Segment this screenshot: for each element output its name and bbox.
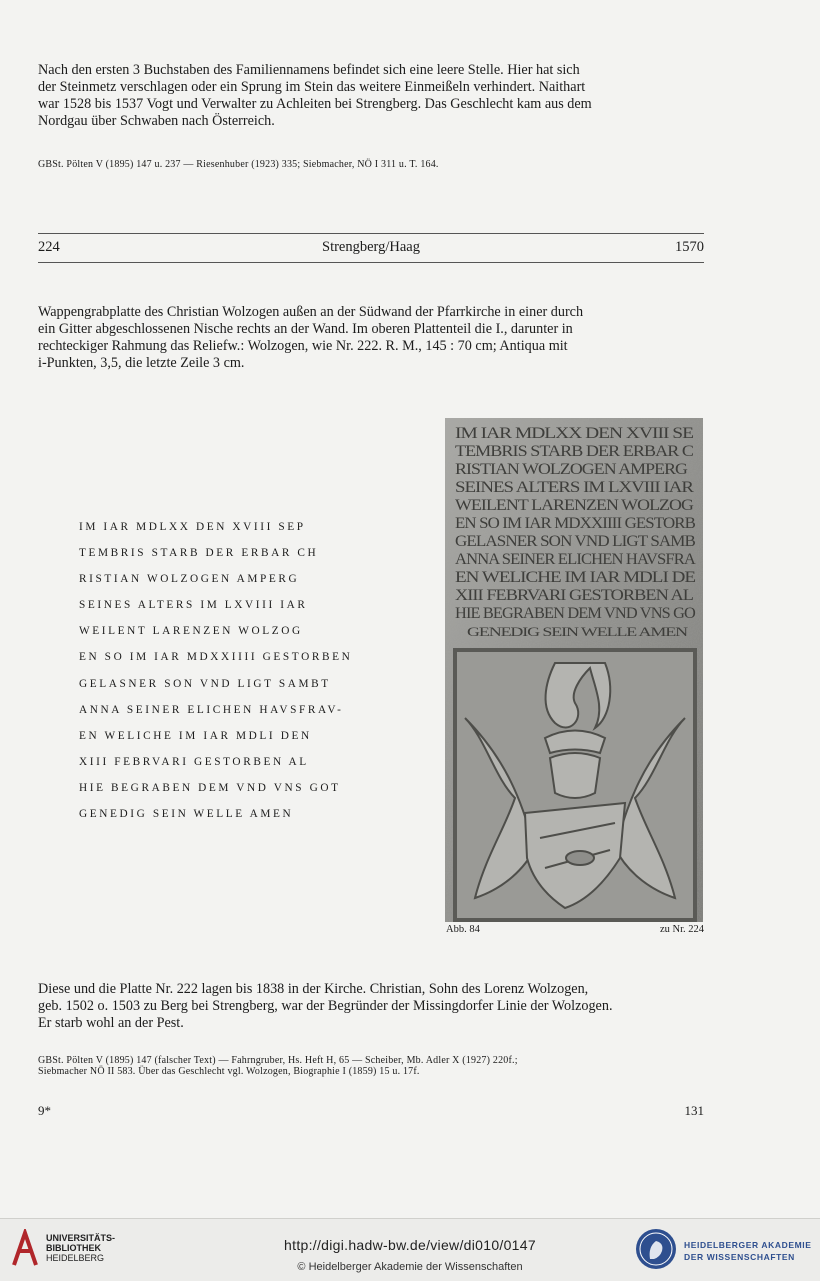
inscription-line: WEILENT LARENZEN WOLZOG bbox=[79, 625, 303, 638]
figure-reference: zu Nr. 224 bbox=[659, 924, 704, 935]
copyright-notice: © Heidelberger Akademie der Wissenschaften bbox=[297, 1261, 523, 1273]
entry-year: 1570 bbox=[675, 239, 704, 255]
library-line-2: BIBLIOTHEK bbox=[46, 1243, 101, 1253]
description-paragraph bbox=[38, 304, 704, 372]
stone-inscription-line: IM IAR MDLXX DEN XVIII SE bbox=[455, 425, 694, 442]
inscription-line: GENEDIG SEIN WELLE AMEN bbox=[79, 808, 294, 821]
description-line: rechteckiger Rahmung das Reliefw.: Wolzogen, wie Nr. 222. R. M., 145 : 70 cm; Antiqua mit bbox=[38, 338, 568, 354]
commentary-paragraph bbox=[38, 981, 704, 1032]
stone-inscription-line: SEINES ALTERS IM LXVIII IAR bbox=[455, 479, 695, 496]
stone-inscription-line: EN SO IM IAR MDXXIIII GESTORB bbox=[455, 515, 696, 532]
academy-line-1: HEIDELBERGER AKADEMIE bbox=[684, 1240, 812, 1250]
commentary-line: Er starb wohl an der Pest. bbox=[38, 1015, 184, 1031]
stone-inscription-line: RISTIAN WOLZOGEN AMPERG bbox=[455, 461, 688, 478]
commentary-line: Diese und die Platte Nr. 222 lagen bis 1838 in der Kirche. Christian, Sohn des Lorenz Wolzogen, bbox=[38, 981, 589, 997]
crest-crown bbox=[545, 731, 605, 754]
inscription-line: XIII FEBRVARI GESTORBEN AL bbox=[79, 755, 309, 768]
reference-line: Siebmacher NÖ II 583. Über das Geschlecht vgl. Wolzogen, Biographie I (1859) 15 u. 17f. bbox=[38, 1066, 420, 1077]
stone-inscription-line: XIII FEBRVARI GESTORBEN AL bbox=[455, 587, 694, 604]
signature-mark: 9* bbox=[38, 1103, 51, 1118]
gravestone-photo bbox=[445, 418, 703, 922]
inscription-line: EN SO IM IAR MDXXIIII GESTORBEN bbox=[79, 651, 353, 664]
inscription-line: ANNA SEINER ELICHEN HAVSFRAV- bbox=[79, 703, 344, 716]
inscription-line: HIE BEGRABEN DEM VND VNS GOT bbox=[79, 781, 341, 794]
inscription-line: RISTIAN WOLZOGEN AMPERG bbox=[79, 573, 300, 586]
page-foot bbox=[38, 1103, 704, 1119]
stone-inscription-line: ANNA SEINER ELICHEN HAVSFRA bbox=[455, 551, 697, 568]
inscription-line: TEMBRIS STARB DER ERBAR CH bbox=[79, 547, 319, 560]
inscription-line: GELASNER SON VND LIGT SAMBT bbox=[79, 677, 331, 690]
stone-inscription-line: HIE BEGRABEN DEM VND VNS GO bbox=[455, 605, 696, 622]
academy-seal-icon bbox=[634, 1227, 678, 1271]
inscription-line: SEINES ALTERS IM LXVIII IAR bbox=[79, 599, 308, 612]
academy-name bbox=[684, 1239, 812, 1263]
inscription-line: EN WELICHE IM IAR MDLI DEN bbox=[79, 729, 312, 742]
helmet bbox=[550, 753, 600, 798]
stone-inscription-line: WEILENT LARENZEN WOLZOG bbox=[455, 497, 694, 514]
stone-inscription-line: GELASNER SON VND LIGT SAMB bbox=[455, 533, 696, 550]
inscription-line: IM IAR MDLXX DEN XVIII SEP bbox=[79, 521, 306, 533]
description-line: i-Punkten, 3,5, die letzte Zeile 3 cm. bbox=[38, 355, 245, 371]
references bbox=[38, 1055, 704, 1077]
library-line-3: HEIDELBERG bbox=[46, 1253, 105, 1263]
stone-inscription-line: TEMBRIS STARB DER ERBAR C bbox=[455, 443, 694, 460]
entry-place: Strengberg/Haag bbox=[322, 239, 420, 255]
page-number: 131 bbox=[684, 1103, 704, 1118]
intro-references: GBSt. Pölten V (1895) 147 u. 237 — Riesenhuber (1923) 335; Siebmacher, NÖ I 311 u. T. 164. bbox=[38, 159, 439, 170]
library-line-1: UNIVERSITÄTS- bbox=[46, 1233, 116, 1243]
stone-inscription-line: GENEDIG SEIN WELLE AMEN bbox=[467, 624, 689, 639]
inscription-transcription bbox=[79, 514, 419, 827]
description-line: ein Gitter abgeschlossenen Nische rechts an der Wand. Im oberen Plattenteil die I., darunter in bbox=[38, 321, 573, 337]
intro-line: der Steinmetz verschlagen oder ein Sprung im Stein das weitere Einmeißeln verhindert. Naithart bbox=[38, 79, 586, 95]
shield-animal bbox=[566, 851, 594, 865]
intro-line: Nordgau über Schwaben nach Österreich. bbox=[38, 113, 275, 129]
figure-label: Abb. 84 bbox=[446, 924, 480, 935]
intro-paragraph bbox=[38, 62, 704, 130]
entry-number: 224 bbox=[38, 239, 60, 255]
academy-line-2: DER WISSENSCHAFTEN bbox=[684, 1252, 795, 1262]
reference-line: GBSt. Pölten V (1895) 147 (falscher Text) — Fahrngruber, Hs. Heft H, 65 — Scheiber, Mb. Adler X (1927) 220f.; bbox=[38, 1055, 518, 1066]
entry-header bbox=[38, 233, 704, 263]
intro-line: war 1528 bis 1537 Vogt und Verwalter zu Achleiten bei Strengberg. Das Geschlecht kam aus dem bbox=[38, 96, 592, 112]
viewer-footer bbox=[0, 1218, 820, 1281]
intro-line: Nach den ersten 3 Buchstaben des Familiennamens befindet sich eine leere Stelle. Hier hat sich bbox=[38, 62, 580, 78]
description-line: Wappengrabplatte des Christian Wolzogen außen an der Südwand der Pfarrkirche in einer durch bbox=[38, 304, 584, 320]
commentary-line: geb. 1502 o. 1503 zu Berg bei Strengberg, war der Begründer der Missingdorfer Linie der Wolzogen. bbox=[38, 998, 613, 1014]
stone-inscription-line: EN WELICHE IM IAR MDLI DE bbox=[455, 569, 696, 586]
permalink-url[interactable]: http://digi.hadw-bw.de/view/di010/0147 bbox=[284, 1237, 536, 1253]
